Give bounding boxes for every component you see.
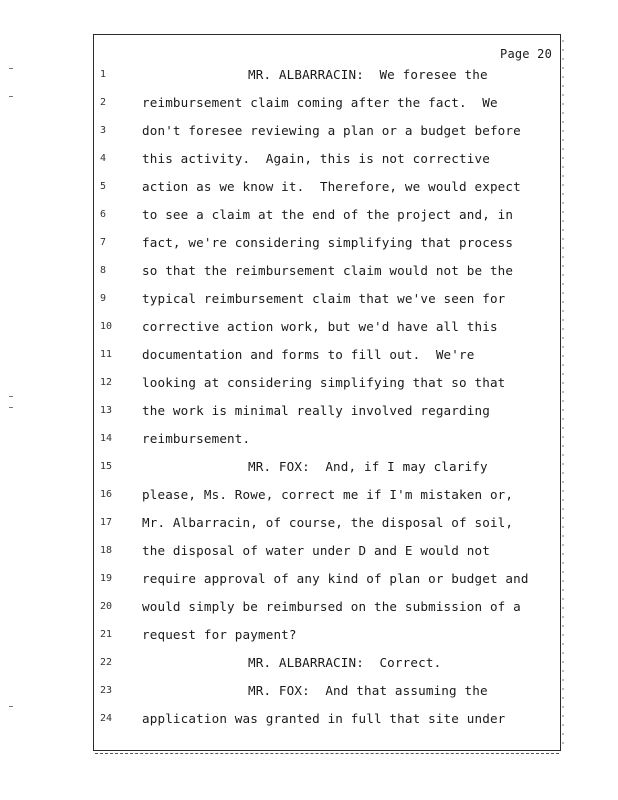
line-number: 8 bbox=[100, 265, 107, 276]
line-number: 21 bbox=[100, 629, 113, 640]
transcript-line: reimbursement claim coming after the fact. We bbox=[142, 95, 498, 110]
line-number: 22 bbox=[100, 657, 113, 668]
line-number: 16 bbox=[100, 489, 113, 500]
line-number: 17 bbox=[100, 517, 113, 528]
transcript-line: don't foresee reviewing a plan or a budget before bbox=[142, 123, 521, 138]
margin-mark bbox=[9, 96, 13, 97]
transcript-line: request for payment? bbox=[142, 627, 297, 642]
line-number: 19 bbox=[100, 573, 113, 584]
line-number: 2 bbox=[100, 97, 107, 108]
scan-edge-noise bbox=[562, 40, 564, 750]
line-number: 23 bbox=[100, 685, 113, 696]
transcript-line: typical reimbursement claim that we've seen for bbox=[142, 291, 506, 306]
transcript-line: MR. FOX: And that assuming the bbox=[248, 683, 488, 698]
margin-mark bbox=[9, 68, 13, 69]
transcript-line: looking at considering simplifying that so that bbox=[142, 375, 506, 390]
transcript-line: please, Ms. Rowe, correct me if I'm mistaken or, bbox=[142, 487, 514, 502]
line-number: 11 bbox=[100, 349, 113, 360]
transcript-line: to see a claim at the end of the project and, in bbox=[142, 207, 514, 222]
line-number: 15 bbox=[100, 461, 113, 472]
line-number: 4 bbox=[100, 153, 107, 164]
transcript-line: the work is minimal really involved regarding bbox=[142, 403, 490, 418]
line-number: 1 bbox=[100, 69, 107, 80]
transcript-line: Mr. Albarracin, of course, the disposal of soil, bbox=[142, 515, 514, 530]
line-number: 12 bbox=[100, 377, 113, 388]
margin-mark bbox=[9, 706, 13, 707]
bottom-rule bbox=[95, 753, 559, 754]
line-number: 10 bbox=[100, 321, 113, 332]
line-number: 7 bbox=[100, 237, 107, 248]
line-number: 13 bbox=[100, 405, 113, 416]
transcript-line: this activity. Again, this is not corrective bbox=[142, 151, 490, 166]
line-number: 20 bbox=[100, 601, 113, 612]
page-frame bbox=[93, 34, 561, 751]
line-number: 9 bbox=[100, 293, 107, 304]
transcript-line: MR. ALBARRACIN: Correct. bbox=[248, 655, 442, 670]
margin-mark bbox=[9, 407, 13, 408]
transcript-line: action as we know it. Therefore, we would expect bbox=[142, 179, 521, 194]
transcript-line: documentation and forms to fill out. We're bbox=[142, 347, 475, 362]
transcript-line: MR. ALBARRACIN: We foresee the bbox=[248, 67, 488, 82]
transcript-line: so that the reimbursement claim would not be the bbox=[142, 263, 514, 278]
transcript-line: MR. FOX: And, if I may clarify bbox=[248, 459, 488, 474]
line-number: 18 bbox=[100, 545, 113, 556]
margin-mark bbox=[9, 396, 13, 397]
transcript-line: require approval of any kind of plan or budget and bbox=[142, 571, 529, 586]
transcript-line: would simply be reimbursed on the submission of a bbox=[142, 599, 521, 614]
transcript-line: corrective action work, but we'd have all this bbox=[142, 319, 498, 334]
transcript-line: the disposal of water under D and E would not bbox=[142, 543, 490, 558]
line-number: 3 bbox=[100, 125, 107, 136]
transcript-line: fact, we're considering simplifying that process bbox=[142, 235, 514, 250]
page-number: Page 20 bbox=[500, 47, 552, 61]
line-number: 6 bbox=[100, 209, 107, 220]
line-number: 5 bbox=[100, 181, 107, 192]
line-number: 24 bbox=[100, 713, 113, 724]
transcript-line: application was granted in full that site under bbox=[142, 711, 506, 726]
line-number: 14 bbox=[100, 433, 113, 444]
transcript-line: reimbursement. bbox=[142, 431, 251, 446]
